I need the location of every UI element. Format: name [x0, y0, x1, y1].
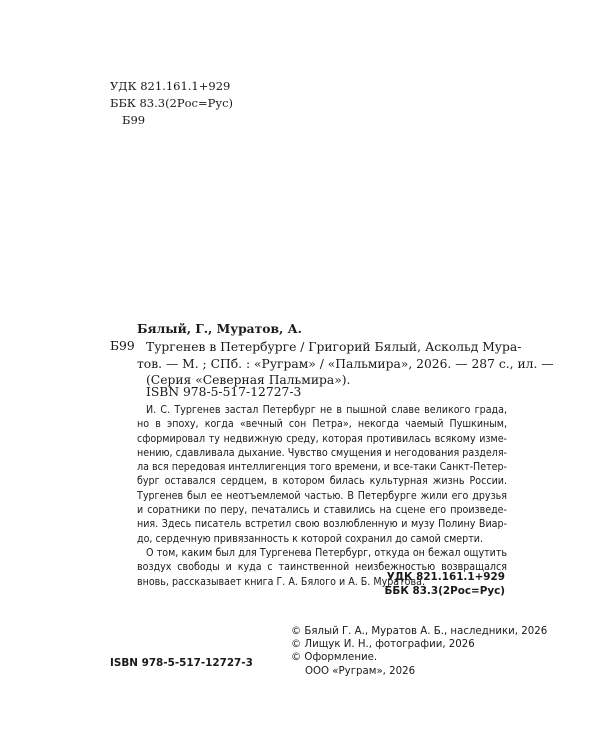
biblio-line: Тургенев в Петербурге / Григорий Бялый, Аскольд Мура- [146, 340, 522, 354]
abstract-line: до, сердечную привязанность к которой сохранил до самой смерти. [137, 532, 483, 545]
abstract-line: ла вся передовая интеллигенция того времени, и все-таки Санкт-Петер- [137, 461, 507, 474]
abstract-line: и соратники по перу, печатались и ставились на сцене его произведе- [137, 504, 507, 517]
copyright-line: © Бялый Г. А., Муратов А. Б., наследники, 2026 [291, 626, 548, 637]
classification-codes-right [385, 571, 505, 598]
abstract-line: нению, сдавливала дыхание. Чувство смущения и негодования разделя- [137, 446, 507, 459]
abstract-line: сформировал ту недвижную среду, которая противилась всякому изме- [137, 432, 507, 445]
biblio-line: тов. — М. ; СПб. : «Ругрaм» / «Пальмира», 2026. — 287 с., ил. — [137, 356, 554, 371]
biblio-line: (Серия «Северная Пальмира»). [146, 373, 351, 387]
abstract-line: вновь, рассказывает книга Г. А. Бялого и А. Б. Муратова. [137, 575, 425, 588]
copyright-line: © Оформление. [291, 652, 378, 664]
bibliographic-description [137, 339, 554, 389]
udk-code-right: УДК 821.161.1+929 [386, 571, 505, 583]
isbn-bottom: ISBN 978-5-517-12727-3 [110, 657, 253, 669]
abstract-line: но в эпоху, когда «вечный сон Петра», некогда чаемый Пушкиным, [137, 418, 507, 431]
abstract [137, 403, 507, 589]
copyright-line: © Лищук И. Н., фотографии, 2026 [291, 639, 475, 651]
abstract-line: И. С. Тургенев застал Петербург не в пышной славе великого града, [146, 404, 507, 416]
copyright-line: ООО «Ругрaм», 2026 [305, 665, 416, 677]
abstract-line: бург оставался сердцем, в котором билась культурная жизнь России. [137, 475, 507, 488]
abstract-line: Тургенев был ее неотъемлемой частью. В Петербурге жили его друзья [137, 489, 507, 502]
bbk-code: ББК 83.3(2Рос=Рус) [110, 96, 234, 110]
classification-block [110, 78, 233, 129]
abstract-line: О том, каким был для Тургенева Петербург, откуда он бежал ощутить [146, 546, 507, 559]
entry-author-code: Б99 [110, 339, 135, 353]
abstract-line: ния. Здесь писатель встретил свою возлюбленную и музу Полину Виар- [137, 518, 507, 531]
authors-heading: Бялый, Г., Муратов, А. [137, 321, 302, 336]
copyright-block [291, 625, 547, 678]
author-code: Б99 [122, 113, 146, 127]
udk-code: УДК 821.161.1+929 [110, 79, 231, 93]
bbk-code-right: ББК 83.3(2Рос=Рус) [384, 584, 505, 597]
abstract-line: воздух свободы и куда с таинственной неизбежностью возвращался [137, 561, 507, 574]
entry-isbn: ISBN 978-5-517-12727-3 [146, 385, 302, 399]
